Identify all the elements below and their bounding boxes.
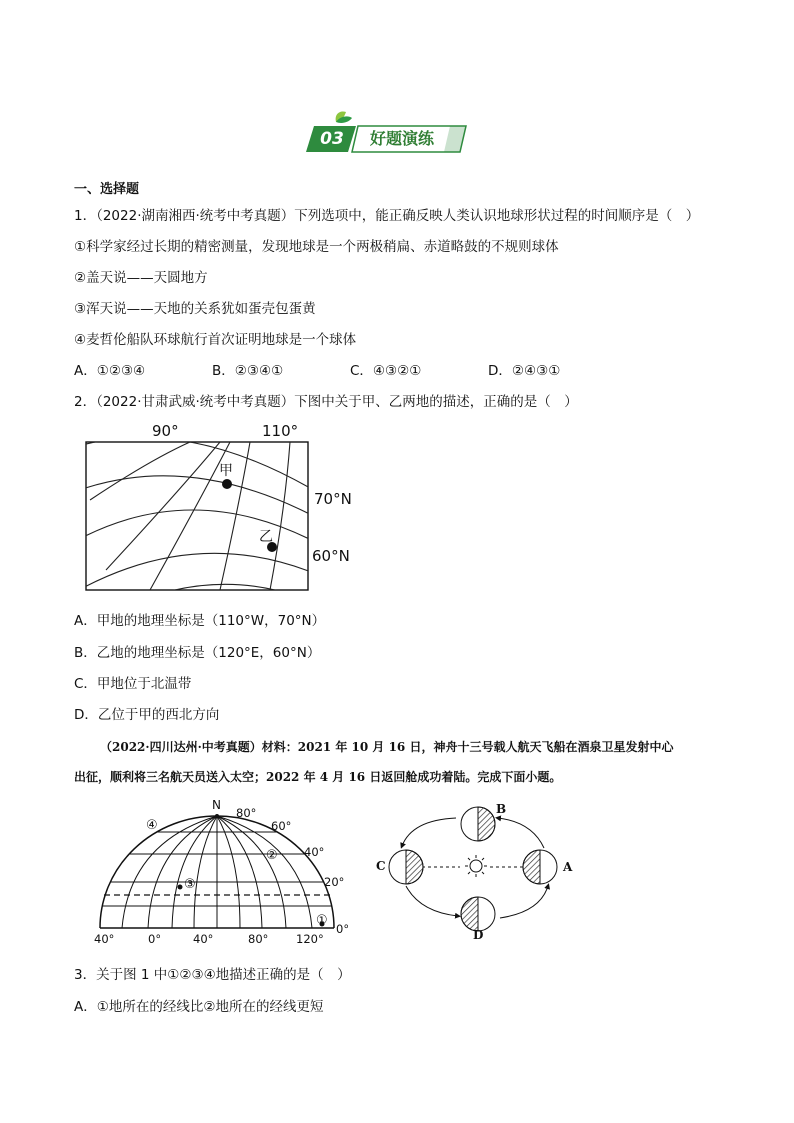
section-header <box>300 110 470 154</box>
q2-option-c[interactable]: C．甲地位于北温带 <box>74 676 192 692</box>
north-pole-dot <box>215 814 219 818</box>
q3-option-a[interactable]: A．①地所在的经线比②地所在的经线更短 <box>74 999 324 1015</box>
point-3-dot <box>178 885 183 890</box>
meridian-line <box>122 816 217 928</box>
meridian-line <box>270 442 290 590</box>
earth-c <box>389 850 423 884</box>
badge-number: 03 <box>320 129 344 149</box>
lat-60-label: 60° <box>271 819 292 833</box>
point-jia-label: 甲 <box>219 463 233 479</box>
meridian-line <box>90 442 190 500</box>
q1-item-3: ③浑天说——天地的关系犹如蛋壳包蛋黄 <box>74 301 316 317</box>
figure-1 <box>90 798 360 952</box>
parallel-line <box>80 438 330 501</box>
parallel-line <box>80 584 330 600</box>
lat-0-label: 0° <box>336 922 350 936</box>
q1-option-c[interactable]: C．④③②① <box>350 363 422 379</box>
parallel-line <box>80 476 330 525</box>
meridian-line <box>148 816 217 928</box>
lat-60-label: 60°N <box>312 547 350 565</box>
q2-option-d[interactable]: D．乙位于甲的西北方向 <box>74 707 220 723</box>
pole-label: N <box>212 798 221 812</box>
q2-stem: 2．（2022·甘肃武威·统考中考真题）下图中关于甲、乙两地的描述，正确的是（ ） <box>74 394 578 410</box>
lon-0-label: 0° <box>148 932 162 946</box>
meridian-line <box>150 442 230 590</box>
lon-90-label: 90° <box>152 422 179 440</box>
lat-70-label: 70°N <box>314 490 352 508</box>
q1-item-1: ①科学家经过长期的精密测量，发现地球是一个两极稍扁、赤道略鼓的不规则球体 <box>74 239 559 255</box>
lon-40w-label: 40° <box>94 932 115 946</box>
hemisphere-graticule <box>90 802 360 952</box>
parallel-line <box>80 510 330 550</box>
lon-40e-label: 40° <box>193 932 214 946</box>
orbit-arrow <box>402 818 456 846</box>
q1-item-4: ④麦哲伦船队环球航行首次证明地球是一个球体 <box>74 332 357 348</box>
meridian-line <box>217 816 312 928</box>
parallel-line <box>80 553 330 595</box>
orbit-arrow <box>406 886 458 916</box>
earth-a <box>523 850 557 884</box>
point-4-label: ④ <box>146 818 158 833</box>
figure-2 <box>372 800 582 945</box>
revolution-diagram <box>372 800 582 945</box>
earth-d <box>461 897 495 931</box>
q1-option-a[interactable]: A．①②③④ <box>74 363 146 379</box>
lat-20-label: 20° <box>324 875 345 889</box>
passage-line-2: 出征，顺利将三名航天员送入太空；2022 年 4 月 16 日返回舱成功着陆。完成下面小题。 <box>74 770 562 784</box>
badge-title: 好题演练 <box>370 129 435 148</box>
meridian-line <box>194 816 217 928</box>
sun-icon <box>465 855 487 877</box>
meridian-line <box>217 816 240 928</box>
position-d-label: D <box>473 928 484 942</box>
passage-line-1: （2022·四川达州·中考真题）材料：2021 年 10 月 16 日，神舟十三号载人航天飞船在酒泉卫星发射中心 <box>100 740 674 754</box>
lon-80e-label: 80° <box>248 932 269 946</box>
meridian-line <box>106 442 220 570</box>
q1-item-2: ②盖天说——天圆地方 <box>74 270 208 286</box>
graticule-map <box>80 420 380 600</box>
point-3-label: ③ <box>184 877 196 892</box>
lon-120e-label: 120° <box>296 932 324 946</box>
lat-80-label: 80° <box>236 806 257 820</box>
orbit-arrow <box>498 818 544 848</box>
position-b-label: B <box>496 802 507 816</box>
q1-option-d[interactable]: D．②④③① <box>488 363 561 379</box>
q2-map <box>80 420 380 600</box>
lon-110-label: 110° <box>262 422 299 440</box>
q3-stem: 3．关于图 1 中①②③④地描述正确的是（ ） <box>74 967 351 983</box>
q2-option-b[interactable]: B．乙地的地理坐标是（120°E，60°N） <box>74 645 321 661</box>
point-jia-marker <box>222 479 232 489</box>
position-a-label: A <box>563 860 573 874</box>
earth-b <box>461 807 495 841</box>
point-yi-label: 乙 <box>259 529 273 545</box>
point-2-label: ② <box>266 848 278 863</box>
q1-option-b[interactable]: B．②③④① <box>212 363 284 379</box>
lat-40-label: 40° <box>304 845 325 859</box>
position-c-label: C <box>376 859 386 873</box>
q1-stem: 1．（2022·湖南湘西·统考中考真题）下列选项中，能正确反映人类认识地球形状过程的时间顺序是（ ） <box>74 208 700 224</box>
map-frame <box>86 442 308 590</box>
point-1-label: ① <box>316 913 328 928</box>
section-title: 一、选择题 <box>74 182 140 197</box>
orbit-arrow <box>500 886 548 918</box>
q2-option-a[interactable]: A．甲地的地理坐标是（110°W，70°N） <box>74 613 326 629</box>
